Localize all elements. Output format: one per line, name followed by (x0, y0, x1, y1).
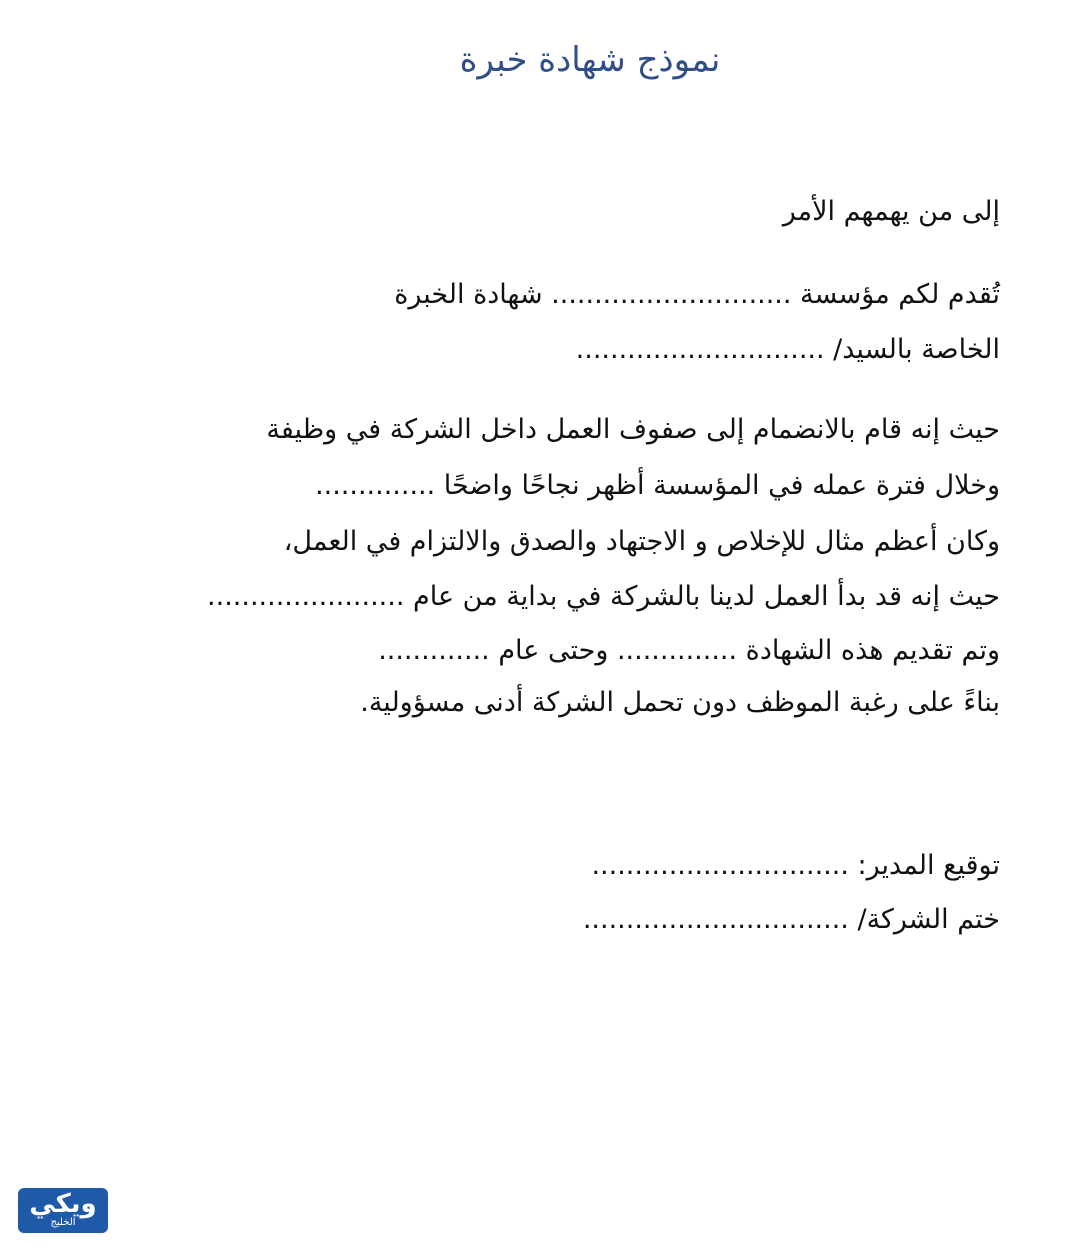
document-title: نموذج شهادة خبرة (459, 40, 721, 80)
stamp-line: ختم الشركة/ ............................... (582, 904, 1000, 935)
body-line-4: وخلال فترة عمله في المؤسسة أظهر نجاحًا واضحًا .............. (315, 470, 1000, 501)
logo-main-text: ويكي (29, 1189, 97, 1219)
body-line-8: بناءً على رغبة الموظف دون تحمل الشركة أدنى مسؤولية. (360, 687, 1000, 718)
body-line-3: حيث إنه قام بالانضمام إلى صفوف العمل داخل الشركة في وظيفة (266, 414, 1000, 445)
body-line-7: وتم تقديم هذه الشهادة .............. وحتى عام ............. (378, 635, 1000, 666)
signature-line: توقيع المدير: .............................. (591, 850, 1000, 881)
greeting: إلى من يهمهم الأمر (782, 196, 1000, 227)
body-line-2: الخاصة بالسيد/ ............................. (575, 334, 1000, 365)
logo-sub-text: الخليج (50, 1217, 76, 1228)
site-logo (18, 1188, 108, 1233)
body-line-5: وكان أعظم مثال للإخلاص و الاجتهاد والصدق والالتزام في العمل، (283, 526, 1000, 557)
body-line-6: حيث إنه قد بدأ العمل لدينا بالشركة في بداية من عام ....................... (207, 581, 1000, 612)
body-line-1: تُقدم لكم مؤسسة ............................ شهادة الخبرة (394, 279, 1000, 310)
